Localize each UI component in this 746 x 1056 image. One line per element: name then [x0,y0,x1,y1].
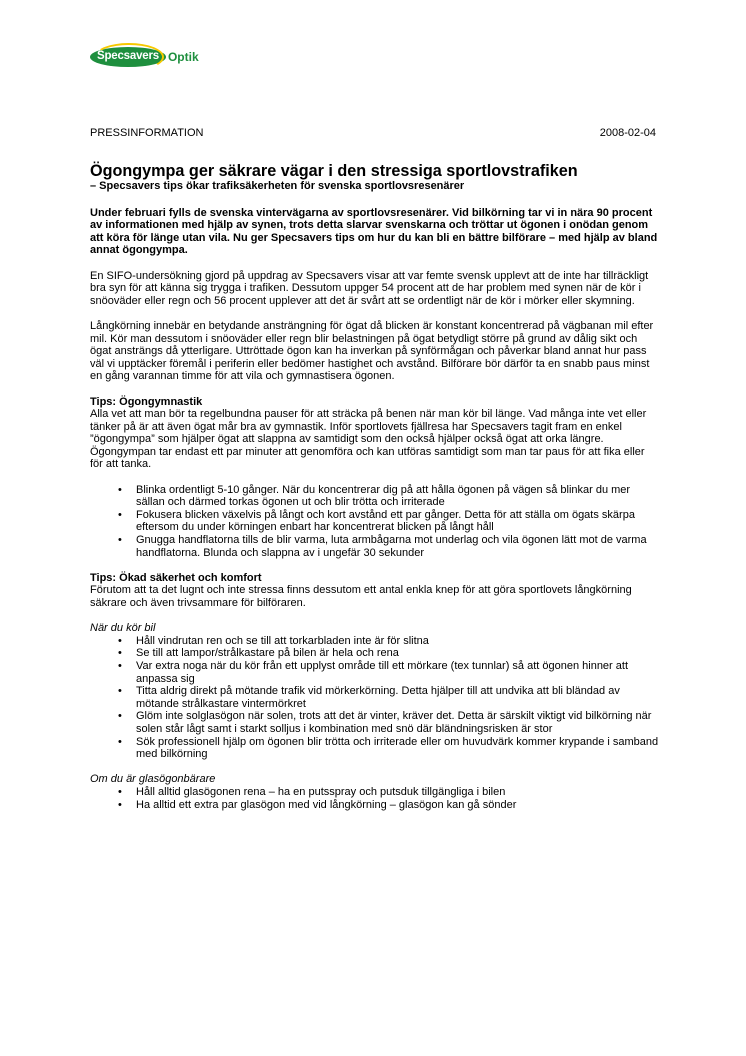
tips1-list [90,484,660,560]
logo-swoosh-icon [94,43,164,71]
list-item: • Titta aldrig direkt på mötande trafik vid mörkerkörning. Detta hjälper till att undvika att bli bländad av mötande strålkastare vintermörkret [136,685,660,710]
list-item: • Gnugga handflatorna tills de blir varma, luta armbågarna mot underlag och vila ögonen lätt mot de varma handflatorna. Blunda och slappna av i ungefär 30 sekunder [136,534,660,559]
press-date: 2008-02-04 [599,127,656,139]
article [90,162,660,824]
tips1-text: Alla vet att man bör ta regelbundna pauser för att sträcka på benen när man kör bil länge. Vad många inte vet eller tänker på är att även ögat mår bra av gymnastik. Inför sportlovets fjällresa har Specsavers tagit fram en enkel ”ögongympa” som hjälper ögat att slappna av samtidigt som den också hjälper också ögat att orka längre. Ögongympan tar endast ett par minuter att genomföra och kan utföras samtidigt som man tar paus för att fika eller för att tanka. [90,408,647,471]
tips1-heading: Tips: Ögongymnastik [90,395,203,408]
glasses-heading: Om du är glasögonbärare [90,773,216,786]
tips2-text: Förutom att ta det lugnt och inte stressa finns dessutom ett antal enkla knep för att göra sportlovets långkörning säkrare och även trivsammare för bilföraren. [90,584,632,609]
article-title: Ögongympa ger säkrare vägar i den stressiga sportlovstrafiken [90,162,578,180]
list-item: • Blinka ordentligt 5-10 gånger. När du koncentrerar dig på att hålla ögonen på vägen så blinkar du mer sällan och därmed torkas ögonen ut och blir trötta och irriterade [136,484,660,509]
paragraph-2: Långkörning innebär en betydande ansträngning för ögat då blicken är konstant koncentrerad på vägbanan mil efter mil. Kör man dessutom i snöoväder eller regn blir belastningen på ögat betydligt större på grund av dålig sikt och ögat ansträngs då ytterligare. Uttröttade ögon kan ha inverkan på synförmågan och påverkar bland annat hur pass väl vi upptäcker föremål i periferin eller bedömer hastighet och avstånd. Bilförare bör därför ta en snabb paus minst en gång varannan timme för att vila och gymnastisera ögonen. [90,319,654,383]
tips2-heading: Tips: Ökad säkerhet och komfort [90,571,262,584]
driving-heading: När du kör bil [90,622,156,635]
list-item: • Glöm inte solglasögon när solen, trots att det är vinter, kräver det. Detta är särskilt viktigt vid bilkörning när solen står lågt samt i starkt solljus i kombination med snö där bländningsrisken är stor [136,710,660,735]
list-item: • Ha alltid ett extra par glasögon med vid långkörning – glasögon kan gå sönder [136,799,660,812]
list-item: • Var extra noga när du kör från ett upplyst område till ett mörkare (tex tunnlar) så att ögonen hinner att anpassa sig [136,660,660,685]
glasses-list [90,786,660,811]
list-item: • Fokusera blicken växelvis på långt och kort avstånd ett par gånger. Detta för att ställa om ögats skärpa eftersom du under körningen enbart har koncentrerat blicken på långt håll [136,509,660,534]
list-item: • Sök professionell hjälp om ögonen blir trötta och irriterade eller om huvudvärk kommer krypande i samband med bilkörning [136,736,660,761]
specsavers-logo [90,47,199,67]
paragraph-1: En SIFO-undersökning gjord på uppdrag av Specsavers visar att var femte svensk upplevt att de inte har tillräckligt bra syn för att känna sig trygga i trafiken. Dessutom uppger 54 procent att de har problem med synen när de kör i snöoväder eller regn och 56 procent upplever att det är svårt att se ordentligt när de kör i mörker eller skymning. [90,269,649,307]
press-label: PRESSINFORMATION [90,127,204,139]
driving-list [90,635,660,761]
article-lead: Under februari fylls de svenska vintervägarna av sportlovsresenärer. Vid bilkörning tar vi in nära 90 procent av informationen med hjälp av synen, trots detta slarvar svenskarna och tröttar ut ögonen i onödan genom att köra för länge utan vila. Nu ger Specsavers tips om hur du kan bli en bättre bilförare – med hjälp av bland annat ögongympa. [90,206,658,257]
article-subtitle: – Specsavers tips ökar trafiksäkerheten för svenska sportlovsresenärer [90,180,465,192]
logo-badge [90,47,166,67]
list-item: • Håll alltid glasögonen rena – ha en putsspray och putsduk tillgängliga i bilen [136,786,660,799]
logo-brand: Specsavers [90,47,166,67]
press-header [90,127,656,140]
logo-suffix: Optik [167,49,199,64]
list-item: • Håll vindrutan ren och se till att torkarbladen inte är för slitna [136,635,660,648]
list-item: • Se till att lampor/strålkastare på bilen är hela och rena [136,647,660,660]
